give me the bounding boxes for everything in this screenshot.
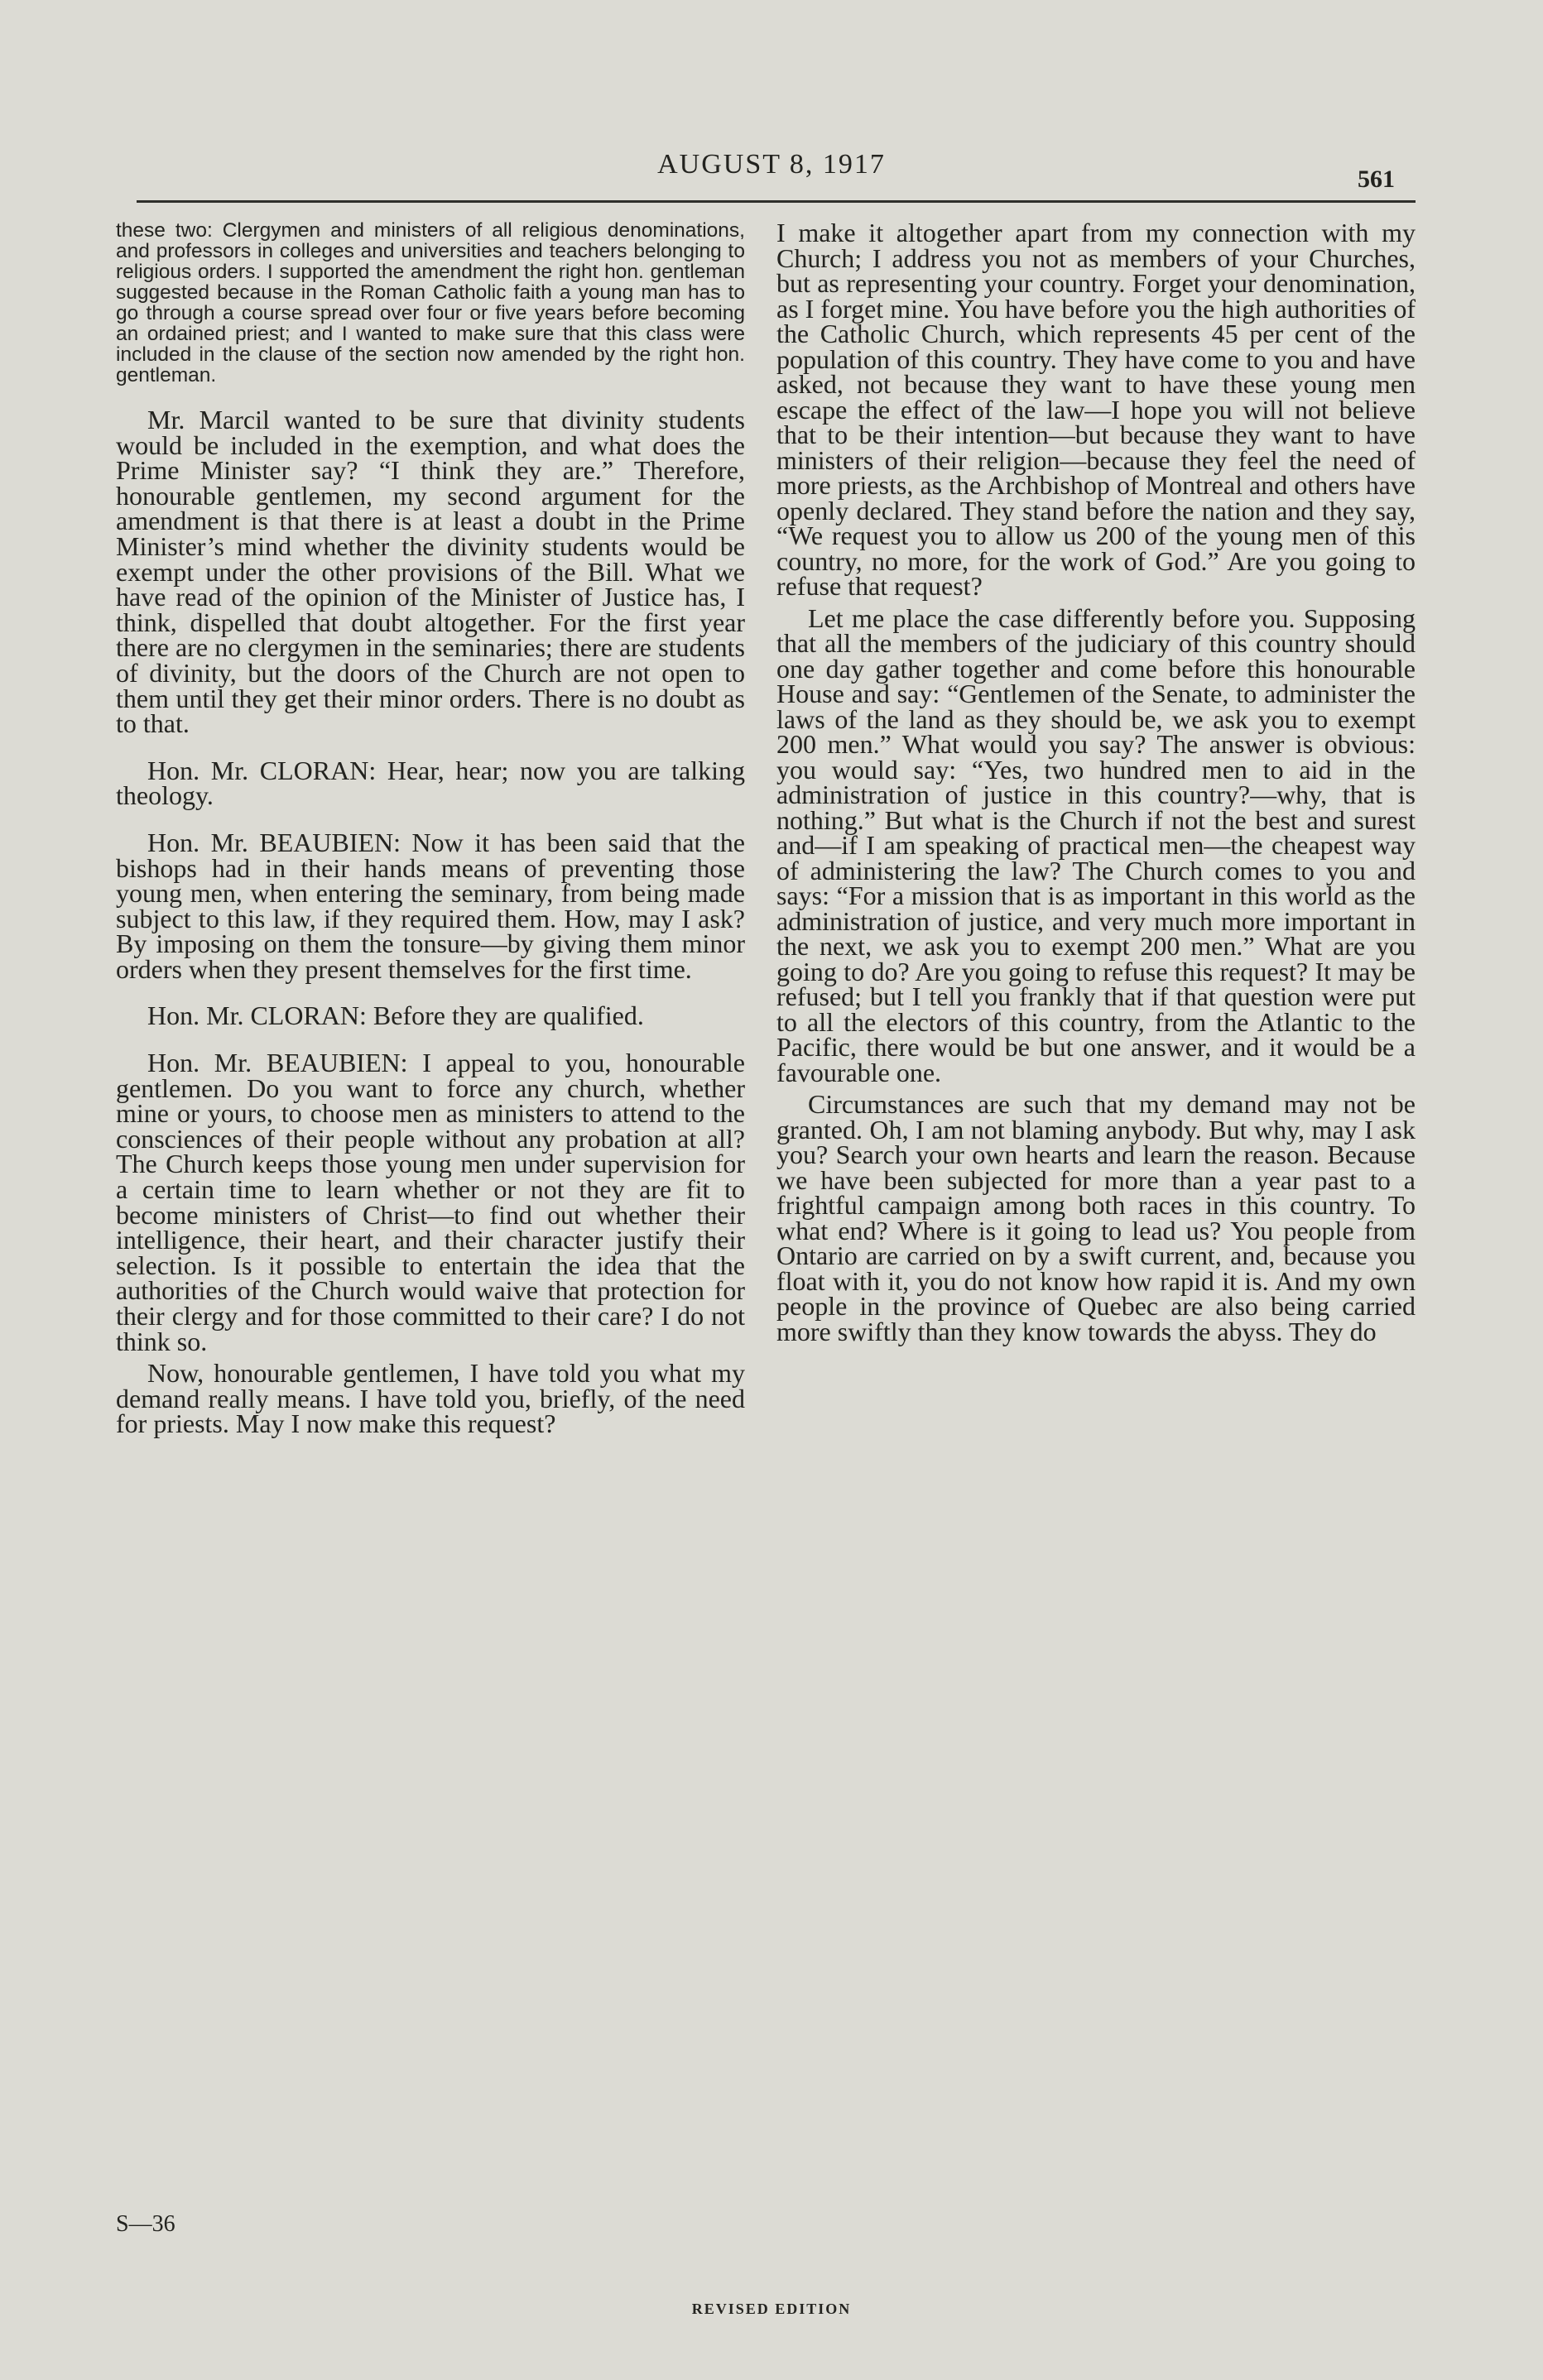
paragraph: Hon. Mr. CLORAN: Before they are qualified.	[147, 1000, 644, 1031]
header-rule	[137, 200, 1416, 203]
page-number: 561	[1358, 166, 1395, 193]
paragraph: Let me place the case differently before you. Supposing that all the members of the judiciary of this country should one day gather together and come before this honourable House and say: “Gentlemen of the Senate, to administer the laws of the land as they should be, we ask you to exempt 200 men.” What would you say? The answer is obvious: you would say: “Yes, two hundred men to aid in the administration of justice in this country?—why, that is nothing.” But what is the Church if not the best and surest and—if I am speaking of practical men—the cheapest way of administering the law? The Church comes to you and says: “For a mission that is as important in this world as the administration of justice, and very much more important in the next, we ask you to exempt 200 men.” What are you going to do? Are you going to refuse this request? It may be refused; but I tell you frankly that if that question were put to all the electors of this country, from the Atlantic to the Pacific, there would be but one answer, and it would be a favourable one.	[776, 602, 1416, 1087]
quoted-note: these two: Clergymen and ministers of all religious denominations, and professors in colleges and universities and teachers belonging to religious orders. I supported the amendment the right hon. gentleman suggested because in the Roman Catholic faith a young man has to go through a course spread over four or five years before becoming an ordained priest; and I wanted to make sure that this class were included in the clause of the section now amended by the right hon. gentleman.	[116, 219, 745, 386]
paragraph: Now, honourable gentlemen, I have told you what my demand really means. I have told you, briefly, of the need for priests. May I now make this request?	[116, 1358, 745, 1439]
paragraph: Hon. Mr. BEAUBIEN: I appeal to you, honourable gentlemen. Do you want to force any church, whether mine or yours, to choose men as ministers to attend to the consciences of their people without any probation at all? The Church keeps those young men under supervision for a certain time to learn whether or not they are fit to become ministers of Christ—to find out whether their intelligence, their heart, and their character justify their selection. Is it possible to entertain the idea that the authorities of the Church would waive that protection for their clergy and for those committed to their care? I do not think so.	[116, 1048, 745, 1356]
signature-mark: S—36	[116, 2211, 175, 2237]
paragraph: Hon. Mr. CLORAN: Hear, hear; now you are talking theology.	[116, 755, 745, 811]
right-column	[776, 220, 1416, 1365]
paragraph: Hon. Mr. BEAUBIEN: Now it has been said that the bishops had in their hands means of preventing those young men, when entering the seminary, from being made subject to this law, if they required them. How, may I ask? By imposing on them the tonsure—by giving them minor orders when they present themselves for the first time.	[116, 827, 745, 984]
paragraph: I make it altogether apart from my connection with my Church; I address you not as members of your Churches, but as representing your country. Forget your denomination, as I forget mine. You have before you the high authorities of the Catholic Church, which represents 45 per cent of the population of this country. They have come to you and have asked, not because they want to have these young men escape the effect of the law—I hope you will not believe that to be their intention—but because they want to have ministers of their religion—because they feel the need of more priests, as the Archbishop of Montreal and others have openly declared. They stand before the nation and they say, “We request you to allow us 200 of the young men of this country, no more, for the work of God.” Are you going to refuse that request?	[776, 218, 1416, 601]
left-column	[116, 220, 745, 1458]
footer-edition: REVISED EDITION	[691, 2301, 852, 2317]
paragraph: Circumstances are such that my demand may not be granted. Oh, I am not blaming anybody. But why, may I ask you? Search your own hearts and learn the reason. Because we have been subjected for more than a year past to a frightful campaign among both races in this country. To what end? Where is it going to lead us? You people from Ontario are carried on by a swift current, and, because you float with it, you do not know how rapid it is. And my own people in the province of Quebec are also being carried more swiftly than they know towards the abyss. They do	[776, 1089, 1416, 1346]
paragraph: Mr. Marcil wanted to be sure that divinity students would be included in the exemption, and what does the Prime Minister say? “I think they are.” Therefore, honourable gentlemen, my second argument for the amendment is that there is at least a doubt in the Prime Minister’s mind whether the divinity students would be exempt under the other provisions of the Bill. What we have read of the opinion of the Minister of Justice has, I think, dispelled that doubt altogether. For the first year there are no clergymen in the seminaries; there are students of divinity, but the doors of the Church are not open to them until they get their minor orders. There is no doubt as to that.	[116, 405, 745, 739]
header-date: AUGUST 8, 1917	[657, 149, 886, 180]
